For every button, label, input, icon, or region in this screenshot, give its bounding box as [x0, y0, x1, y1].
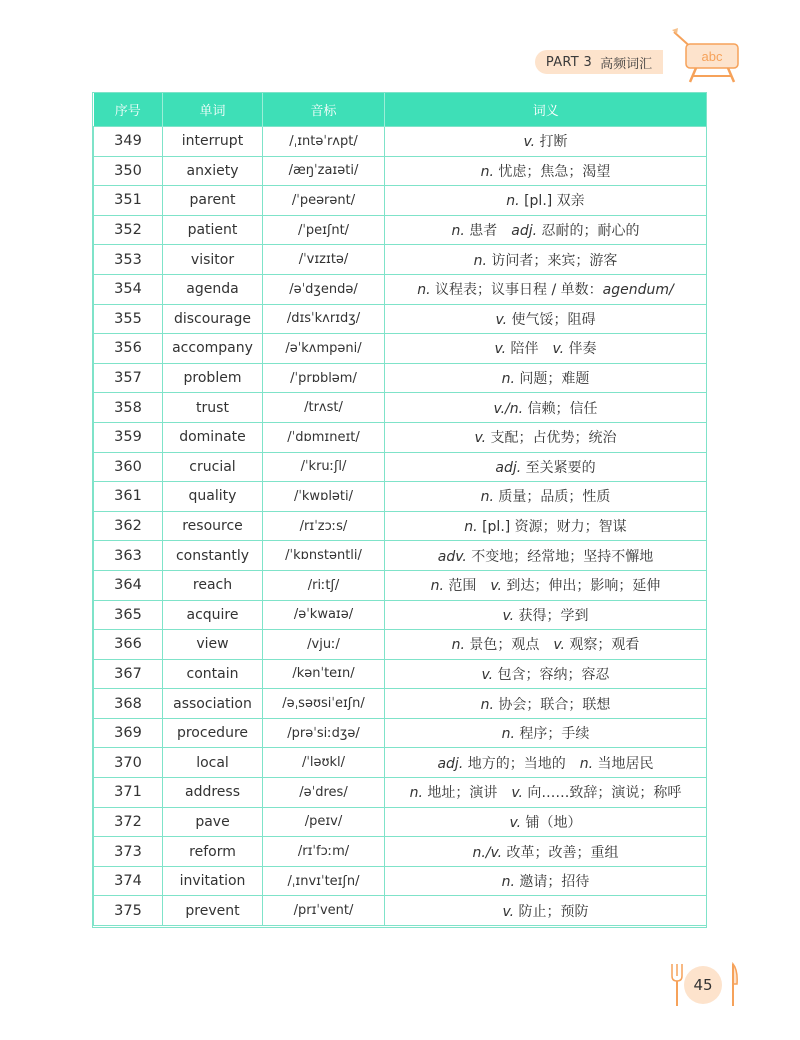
cell-phonetic: /prɪˈvent/ [263, 896, 385, 926]
cell-phonetic: /əˈkwaɪə/ [263, 600, 385, 630]
cell-number: 351 [94, 186, 163, 216]
table-body [94, 127, 707, 926]
meaning-text: 至关紧要的 [521, 459, 596, 476]
meaning-text: 不变地；经常地；坚持不懈地 [466, 548, 654, 565]
abc-board-logo [672, 28, 752, 84]
cell-meaning [385, 659, 707, 689]
cell-word: local [163, 748, 263, 778]
cell-phonetic: /rɪˈfɔːm/ [263, 837, 385, 867]
table-row [94, 363, 707, 393]
column-header-number: 序号 [94, 93, 163, 127]
part-of-speech: v. [553, 637, 565, 654]
cell-phonetic: /ˈprɒbləm/ [263, 363, 385, 393]
cell-meaning [385, 896, 707, 926]
meaning-text: 忍耐的；耐心的 [537, 223, 640, 240]
cell-phonetic: /riːtʃ/ [263, 570, 385, 600]
part-of-speech: adj. [511, 223, 538, 240]
cell-meaning [385, 245, 707, 275]
cell-word: resource [163, 511, 263, 541]
cell-phonetic: /peɪv/ [263, 807, 385, 837]
cell-meaning [385, 778, 707, 808]
cell-number: 359 [94, 422, 163, 452]
table-row [94, 896, 707, 926]
knife-icon [727, 962, 739, 1008]
meaning-text: 改革；改善；重组 [502, 844, 619, 861]
cell-phonetic: /kənˈteɪn/ [263, 659, 385, 689]
section-title: 高频词汇 [600, 56, 653, 72]
cell-number: 356 [94, 334, 163, 364]
part-of-speech: v. [474, 430, 487, 447]
table-row [94, 659, 707, 689]
cell-phonetic: /æŋˈzaɪəti/ [263, 156, 385, 186]
table-row [94, 186, 707, 216]
cell-meaning [385, 570, 707, 600]
table-row [94, 393, 707, 423]
cell-number: 360 [94, 452, 163, 482]
cell-number: 372 [94, 807, 163, 837]
cell-word: invitation [163, 866, 263, 896]
table-row [94, 718, 707, 748]
table-row [94, 215, 707, 245]
table-row [94, 156, 707, 186]
part-of-speech: n. [417, 282, 431, 299]
cell-word: reform [163, 837, 263, 867]
part-of-speech: v./n. [493, 400, 524, 417]
meaning-text: 景色；观点 [464, 637, 554, 654]
table-row [94, 274, 707, 304]
part-of-speech: v. [552, 341, 565, 358]
cell-phonetic: /ˈkwɒləti/ [263, 482, 385, 512]
cell-meaning [385, 334, 707, 364]
part-of-speech: n. [430, 578, 444, 595]
part-of-speech: n. [480, 489, 494, 506]
meaning-text: 伴奏 [564, 341, 597, 358]
cell-word: pave [163, 807, 263, 837]
cell-meaning [385, 718, 707, 748]
part-of-speech: v. [502, 607, 515, 624]
part-of-speech: v. [490, 578, 502, 595]
cell-number: 350 [94, 156, 163, 186]
table-row [94, 748, 707, 778]
cell-word: anxiety [163, 156, 263, 186]
cell-number: 368 [94, 689, 163, 719]
cell-phonetic: /ˈpeɪʃnt/ [263, 215, 385, 245]
part-of-speech: v. [502, 903, 515, 920]
column-header-meaning: 词义 [385, 93, 707, 127]
cell-meaning [385, 748, 707, 778]
part-of-speech: agendum/ [602, 282, 674, 299]
table-row [94, 304, 707, 334]
cell-phonetic: /ˈvɪzɪtə/ [263, 245, 385, 275]
cell-word: interrupt [163, 127, 263, 157]
meaning-text: 访问者；来宾；游客 [486, 252, 618, 269]
column-header-word: 单词 [163, 93, 263, 127]
cell-number: 365 [94, 600, 163, 630]
cell-number: 374 [94, 866, 163, 896]
meaning-text: 使气馁；阻碍 [507, 311, 596, 328]
cell-word: address [163, 778, 263, 808]
meaning-text: 观察；观看 [564, 637, 640, 654]
cell-phonetic: /ˌɪntəˈrʌpt/ [263, 127, 385, 157]
cell-word: problem [163, 363, 263, 393]
cell-word: reach [163, 570, 263, 600]
part-of-speech: v. [523, 134, 536, 151]
cell-word: procedure [163, 718, 263, 748]
cell-number: 357 [94, 363, 163, 393]
meaning-text: 到达；伸出；影响；延伸 [501, 578, 661, 595]
table-row [94, 541, 707, 571]
part-of-speech: n./v. [472, 844, 503, 861]
cell-word: prevent [163, 896, 263, 926]
cell-word: patient [163, 215, 263, 245]
meaning-text: 打断 [535, 134, 568, 151]
cell-word: discourage [163, 304, 263, 334]
part-of-speech: n. [409, 785, 423, 802]
cell-phonetic: /əˌsəʊsiˈeɪʃn/ [263, 689, 385, 719]
cell-phonetic: /ˈpeərənt/ [263, 186, 385, 216]
part-of-speech: adj. [437, 755, 464, 772]
meaning-text: 质量；品质；性质 [493, 489, 611, 506]
part-of-speech: n. [506, 193, 520, 210]
table-row [94, 127, 707, 157]
cell-phonetic: /əˈdres/ [263, 778, 385, 808]
cell-meaning [385, 452, 707, 482]
page-number: 45 [684, 966, 722, 1004]
part-of-speech: n. [501, 371, 515, 388]
meaning-text: 当地居民 [593, 755, 654, 772]
part-of-speech: n. [579, 755, 594, 772]
part-of-speech: adv. [437, 548, 467, 565]
cell-number: 352 [94, 215, 163, 245]
cell-number: 373 [94, 837, 163, 867]
cell-phonetic: /ˌɪnvɪˈteɪʃn/ [263, 866, 385, 896]
cell-phonetic: /ˈdɒmɪneɪt/ [263, 422, 385, 452]
cell-number: 355 [94, 304, 163, 334]
cell-meaning [385, 482, 707, 512]
meaning-text: [pl.] 双亲 [519, 193, 585, 210]
cell-meaning [385, 186, 707, 216]
cell-word: parent [163, 186, 263, 216]
cell-phonetic: /dɪsˈkʌrɪdʒ/ [263, 304, 385, 334]
cell-word: crucial [163, 452, 263, 482]
cell-number: 358 [94, 393, 163, 423]
cell-phonetic: /rɪˈzɔːs/ [263, 511, 385, 541]
column-header-phonetic: 音标 [263, 93, 385, 127]
part-of-speech: v. [511, 785, 523, 802]
meaning-text: 患者 [464, 223, 512, 240]
part-of-speech: v. [509, 814, 522, 831]
meaning-text: 包含；容纳；容忍 [493, 666, 610, 683]
meaning-text: 范围 [443, 578, 491, 595]
cell-phonetic: /vjuː/ [263, 630, 385, 660]
cell-meaning [385, 807, 707, 837]
part-of-speech: n. [451, 637, 465, 654]
cell-phonetic: /ˈkruːʃl/ [263, 452, 385, 482]
cell-meaning [385, 363, 707, 393]
table-row [94, 482, 707, 512]
cell-meaning [385, 600, 707, 630]
part-of-speech: n. [501, 874, 515, 891]
cell-meaning [385, 511, 707, 541]
meaning-text: 陪伴 [506, 341, 553, 358]
table-row [94, 600, 707, 630]
cell-meaning [385, 304, 707, 334]
part-of-speech: adj. [495, 459, 522, 476]
part-label: PART 3 [545, 54, 593, 70]
table-row [94, 511, 707, 541]
fork-icon [670, 962, 684, 1008]
cell-phonetic: /ˈləʊkl/ [263, 748, 385, 778]
cell-number: 371 [94, 778, 163, 808]
meaning-text: 议程表；议事日程 / 单数： [430, 282, 603, 299]
cell-meaning [385, 689, 707, 719]
cell-number: 363 [94, 541, 163, 571]
meaning-text: 问题；难题 [514, 371, 590, 388]
cell-word: constantly [163, 541, 263, 571]
cell-word: dominate [163, 422, 263, 452]
cell-number: 364 [94, 570, 163, 600]
meaning-text: 支配；占优势；统治 [486, 430, 617, 447]
table-row [94, 630, 707, 660]
cell-number: 369 [94, 718, 163, 748]
table-row [94, 837, 707, 867]
cell-number: 361 [94, 482, 163, 512]
cell-number: 375 [94, 896, 163, 926]
cell-phonetic: /ˈkɒnstəntli/ [263, 541, 385, 571]
cell-word: view [163, 630, 263, 660]
cell-meaning [385, 422, 707, 452]
cell-meaning [385, 837, 707, 867]
table-row [94, 245, 707, 275]
meaning-text: 防止；预防 [514, 903, 589, 920]
cell-number: 367 [94, 659, 163, 689]
cell-word: acquire [163, 600, 263, 630]
table-row [94, 689, 707, 719]
cell-phonetic: /prəˈsiːdʒə/ [263, 718, 385, 748]
section-header [535, 50, 663, 74]
meaning-text: 程序；手续 [514, 726, 590, 743]
vocabulary-table [93, 93, 707, 926]
cell-phonetic: /əˈkʌmpəni/ [263, 334, 385, 364]
cell-meaning [385, 274, 707, 304]
cell-phonetic: /trʌst/ [263, 393, 385, 423]
part-of-speech: n. [464, 519, 478, 536]
meaning-text: 地址；演讲 [422, 785, 512, 802]
cell-number: 370 [94, 748, 163, 778]
cell-word: agenda [163, 274, 263, 304]
cell-word: quality [163, 482, 263, 512]
meaning-text: 向……致辞；演说；称呼 [522, 785, 682, 802]
cell-number: 353 [94, 245, 163, 275]
cell-meaning [385, 127, 707, 157]
cell-word: contain [163, 659, 263, 689]
meaning-text: 邀请；招待 [514, 874, 590, 891]
part-of-speech: n. [501, 726, 515, 743]
part-of-speech: n. [451, 223, 465, 240]
meaning-text: 忧虑；焦急；渴望 [493, 163, 611, 180]
part-of-speech: v. [495, 311, 508, 328]
part-of-speech: n. [480, 163, 494, 180]
cell-meaning [385, 215, 707, 245]
cell-number: 362 [94, 511, 163, 541]
table-row [94, 334, 707, 364]
table-row [94, 807, 707, 837]
meaning-text: 信赖；信任 [523, 400, 598, 417]
cell-number: 349 [94, 127, 163, 157]
cell-meaning [385, 393, 707, 423]
cell-meaning [385, 630, 707, 660]
cell-meaning [385, 156, 707, 186]
cell-meaning [385, 541, 707, 571]
part-of-speech: v. [481, 666, 494, 683]
logo-text: abc [701, 49, 723, 64]
cell-word: visitor [163, 245, 263, 275]
meaning-text: 协会；联合；联想 [493, 696, 611, 713]
table-row [94, 866, 707, 896]
part-of-speech: n. [480, 696, 494, 713]
cell-phonetic: /əˈdʒendə/ [263, 274, 385, 304]
part-of-speech: n. [473, 252, 487, 269]
meaning-text: 地方的；当地的 [463, 755, 580, 772]
table-row [94, 570, 707, 600]
meaning-text: 获得；学到 [514, 607, 589, 624]
part-of-speech: v. [494, 341, 507, 358]
cell-word: accompany [163, 334, 263, 364]
table-row [94, 778, 707, 808]
cell-meaning [385, 866, 707, 896]
table-header-row [94, 93, 707, 127]
cell-number: 354 [94, 274, 163, 304]
cell-word: trust [163, 393, 263, 423]
meaning-text: [pl.] 资源；财力；智谋 [477, 519, 627, 536]
meaning-text: 铺（地） [521, 814, 582, 831]
table-row [94, 452, 707, 482]
cell-word: association [163, 689, 263, 719]
table-row [94, 422, 707, 452]
cell-number: 366 [94, 630, 163, 660]
